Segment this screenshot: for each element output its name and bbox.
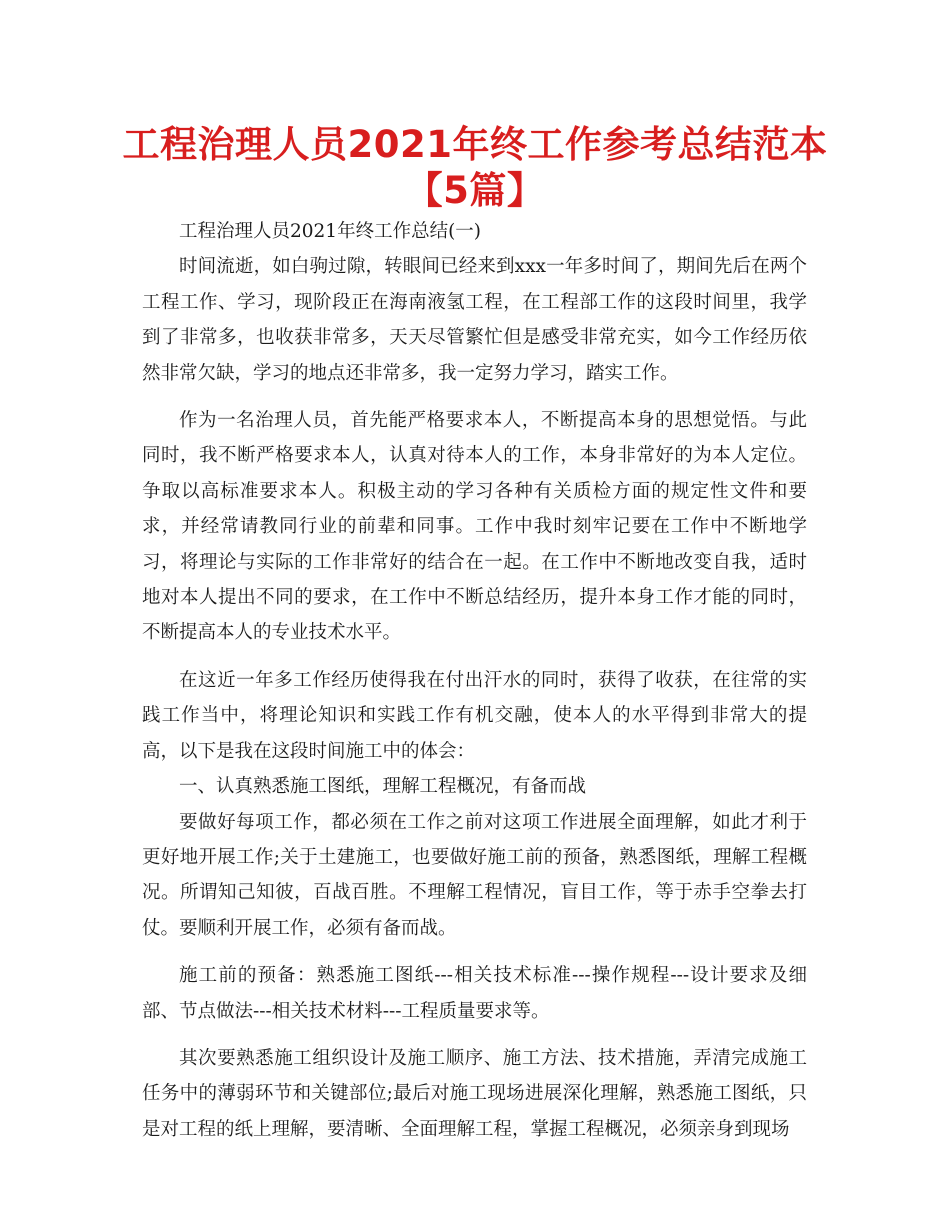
section-heading: 工程治理人员2021年终工作总结(一): [179, 221, 482, 242]
subheading: 一、认真熟悉施工图纸，理解工程概况，有备而战: [179, 776, 587, 798]
paragraph: 其次要熟悉施工组织设计及施工顺序、施工方法、技术措施，弄清完成施工任务中的薄弱环节和关键部位;最后对施工现场进展深化理解，熟悉施工图纸，只是对工程的纸上理解，要清晰、全面理解工程，掌握工程概况，必须亲身到现场: [142, 1047, 807, 1140]
paragraph: 时间流逝，如白驹过隙，转眼间已经来到xxx一年多时间了，期间先后在两个工程工作、学习，现阶段正在海南液氢工程，在工程部工作的这段时间里，我学到了非常多，也收获非常多，天天尽管繁忙但是感受非常充实，如今工作经历依然非常欠缺，学习的地点还非常多，我一定努力学习，踏实工作。: [142, 256, 807, 384]
paragraph: 作为一名治理人员，首先能严格要求本人，不断提高本身的思想觉悟。与此同时，我不断严格要求本人，认真对待本人的工作，本身非常好的为本人定位。争取以高标准要求本人。积极主动的学习各种有关质检方面的规定性文件和要求，并经常请教同行业的前辈和同事。工作中我时刻牢记要在工作中不断地学习，将理论与实际的工作非常好的结合在一起。在工作中不断地改变自我，适时地对本人提出不同的要求，在工作中不断总结经历，提升本身工作才能的同时，不断提高本人的专业技术水平。: [142, 410, 807, 644]
paragraph: 施工前的预备：熟悉施工图纸---相关技术标准---操作规程---设计要求及细部、节点做法---相关技术材料---工程质量要求等。: [142, 965, 807, 1022]
paragraph: 在这近一年多工作经历使得我在付出汗水的同时，获得了收获，在往常的实践工作当中，将理论知识和实践工作有机交融，使本人的水平得到非常大的提高，以下是我在这段时间施工中的体会：: [142, 669, 807, 762]
paragraph: 要做好每项工作，都必须在工作之前对这项工作进展全面理解，如此才利于更好地开展工作;关于土建施工，也要做好施工前的预备，熟悉图纸，理解工程概况。所谓知己知彼，百战百胜。不理解工程情况，盲目工作，等于赤手空拳去打仗。要顺利开展工作，必须有备而战。: [142, 811, 807, 939]
document-title: 工程治理人员2021年终工作参考总结范本【5篇】: [122, 123, 828, 212]
document-body: [142, 214, 807, 1147]
